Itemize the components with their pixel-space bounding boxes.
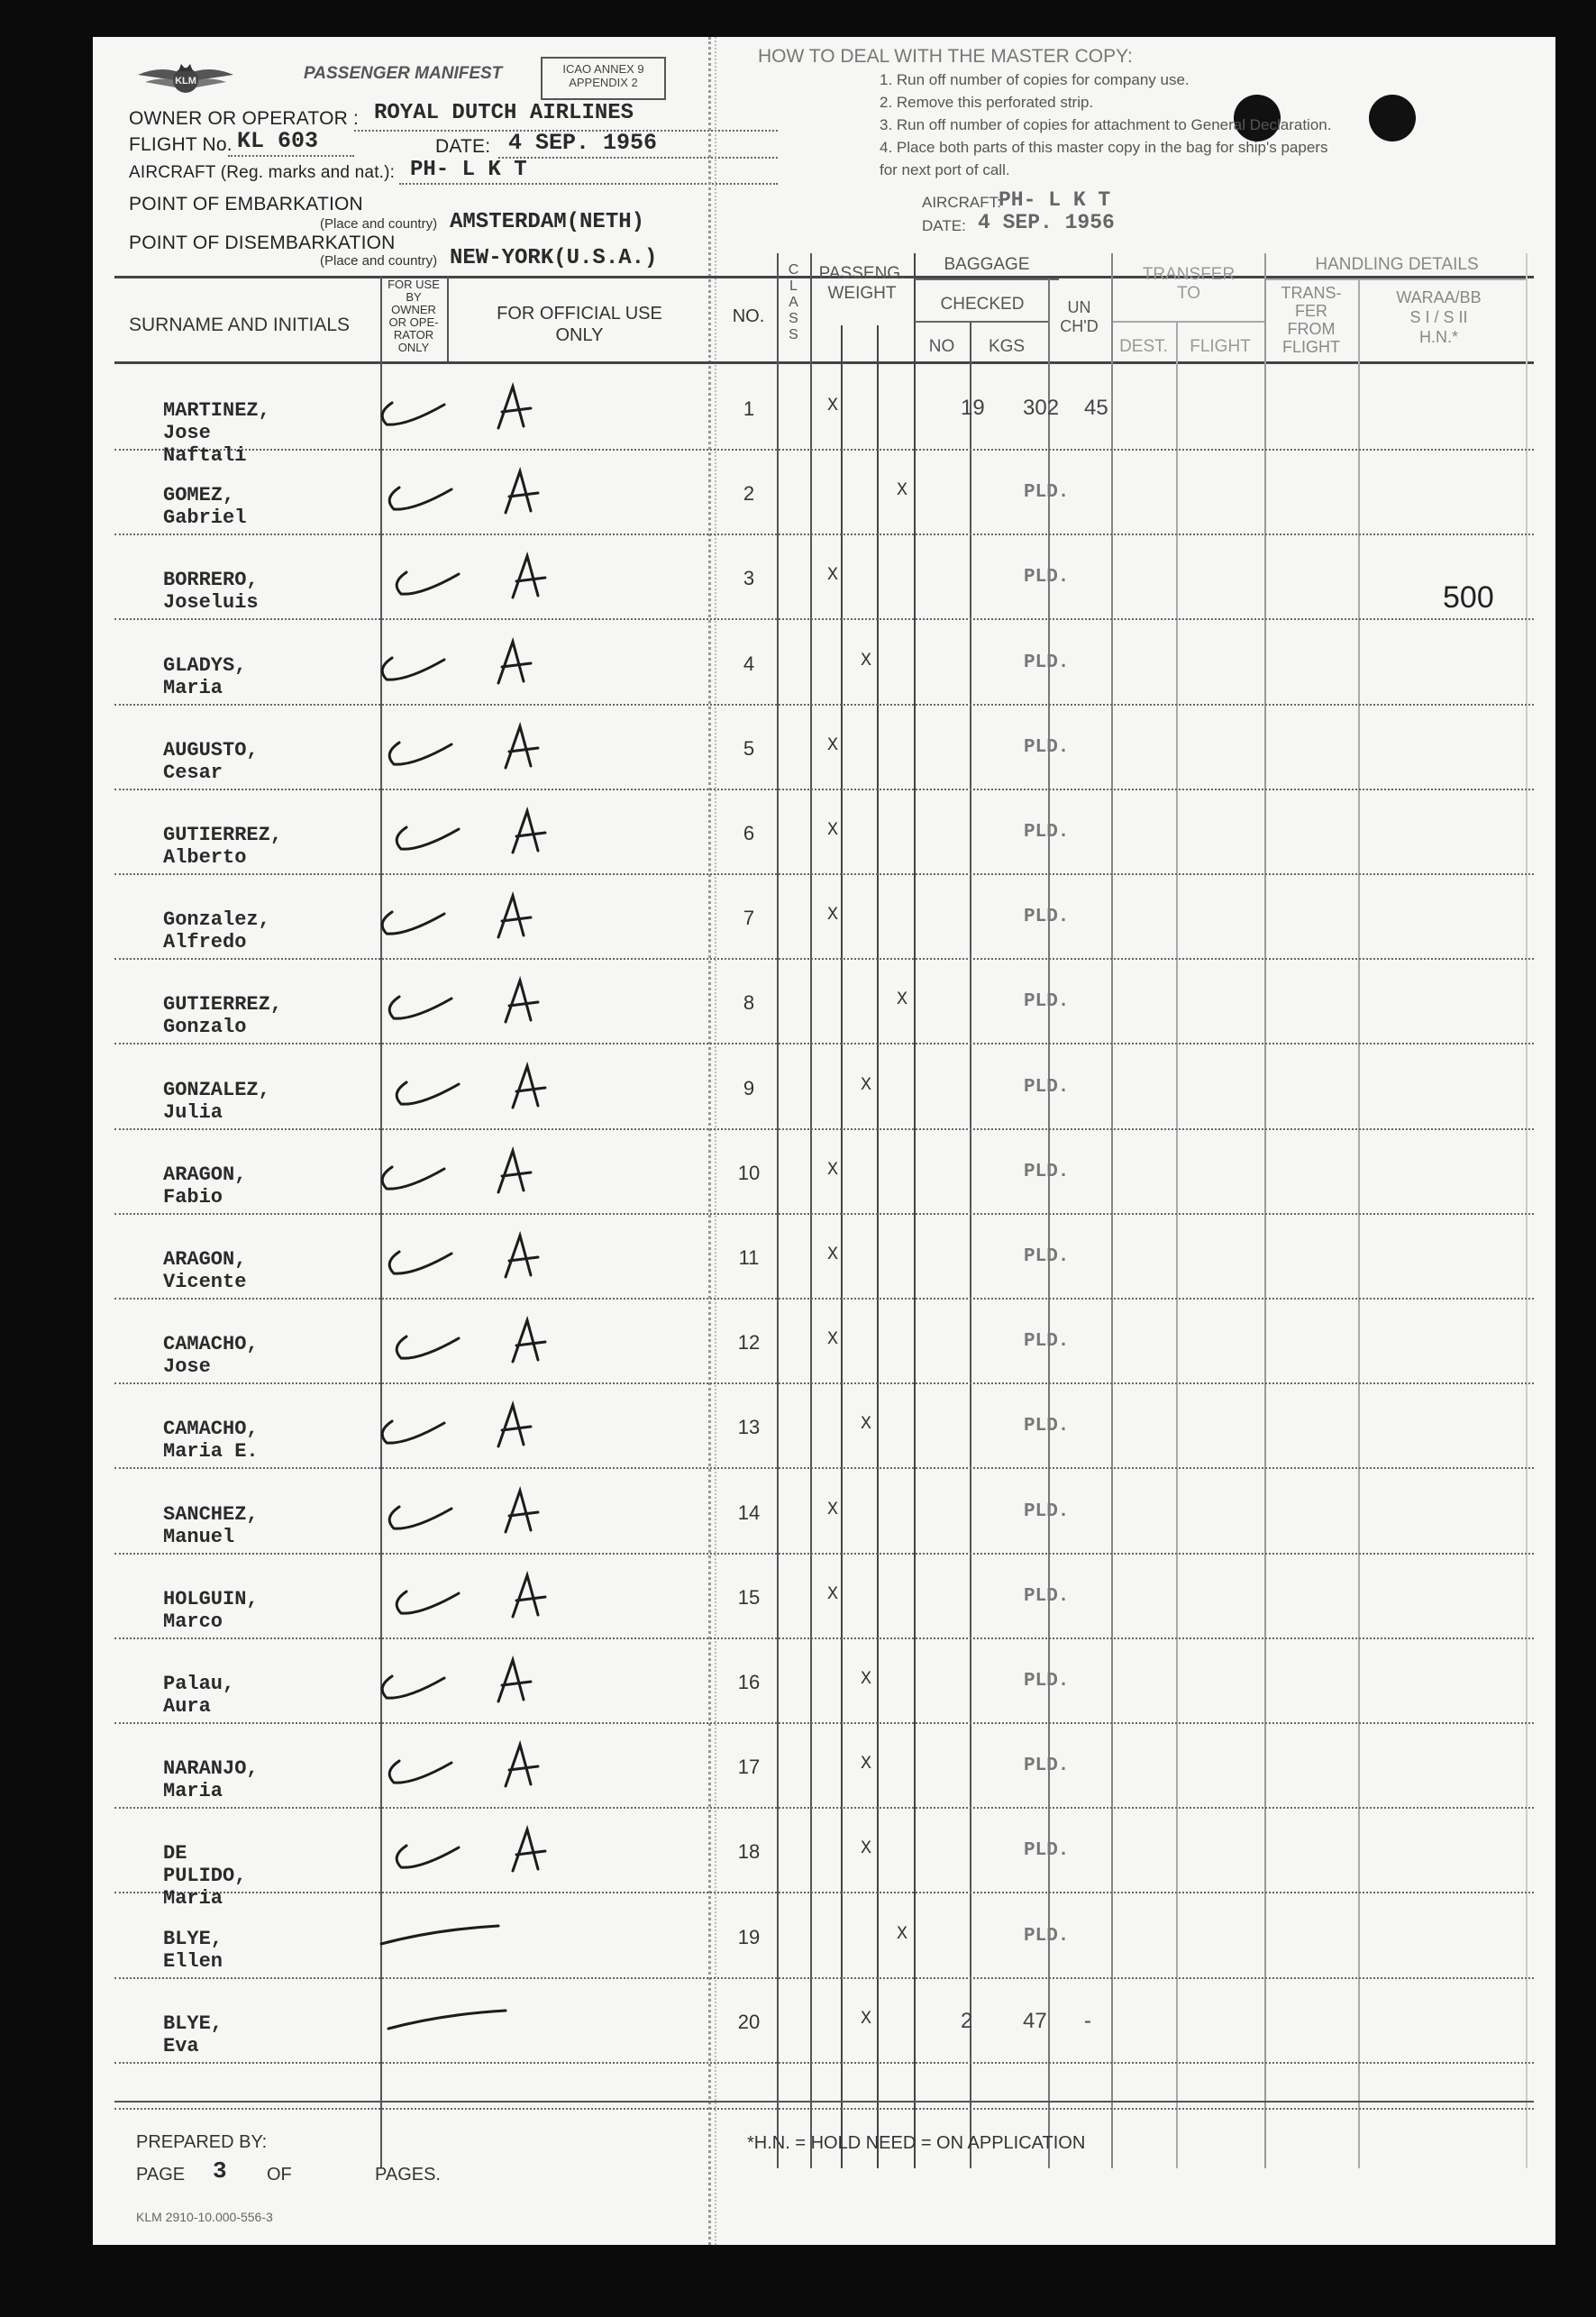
- baggage-pld: PLD.: [1024, 652, 1070, 673]
- col-flight: FLIGHT: [1190, 337, 1251, 356]
- baggage-pld: PLD.: [1024, 1926, 1070, 1947]
- instr-aircraft-label: AIRCRAFT:: [922, 194, 1001, 211]
- col-checked: CHECKED: [940, 295, 1025, 314]
- weight-mark: X: [827, 905, 839, 926]
- passenger-name: BLYE, Ellen: [163, 1928, 223, 1973]
- row-number: 10: [737, 1162, 761, 1184]
- unchecked-bag: 45: [1084, 396, 1108, 420]
- weight-mark: X: [861, 1838, 872, 1859]
- owner-label: OWNER OR OPERATOR :: [129, 108, 360, 129]
- row-number: 13: [737, 1416, 761, 1438]
- owner-value: ROYAL DUTCH AIRLINES: [374, 101, 634, 125]
- date-label: DATE:: [435, 136, 491, 157]
- passenger-name: GOMEZ, Gabriel: [163, 484, 247, 529]
- row-number: 19: [737, 1926, 761, 1948]
- check-and-a-mark: [363, 1138, 561, 1201]
- flight-value: KL 603: [237, 128, 319, 154]
- weight-mark: X: [827, 1329, 839, 1350]
- weight-mark: X: [827, 565, 839, 586]
- passenger-name: AUGUSTO, Cesar: [163, 739, 259, 784]
- baggage-pld: PLD.: [1024, 1331, 1070, 1352]
- row-number: 16: [737, 1671, 761, 1693]
- aircraft-value: PH- L K T: [410, 158, 527, 182]
- disembark-label: POINT OF DISEMBARKATION: [129, 233, 396, 253]
- col-waraa: WARAA/BB S I / S II H.N.*: [1396, 288, 1482, 346]
- check-and-a-mark: [378, 1563, 576, 1626]
- weight-mark: X: [897, 990, 908, 1010]
- form-title: PASSENGER MANIFEST: [304, 64, 503, 83]
- passenger-name: MARTINEZ, Jose Naftali: [163, 399, 270, 467]
- form-code: KLM 2910-10.000-556-3: [136, 2210, 273, 2224]
- handwritten-number: 500: [1443, 580, 1494, 615]
- check-and-a-mark: [378, 798, 576, 862]
- manifest-sheet: [93, 37, 1555, 2245]
- weight-mark: X: [827, 1245, 839, 1265]
- passenger-name: BLYE, Eva: [163, 2012, 223, 2057]
- page-value: 3: [213, 2157, 227, 2185]
- row-number: 8: [743, 991, 755, 1014]
- instruction-3: 3. Run off number of copies for attachment to General Declaration.: [880, 116, 1332, 133]
- instruction-1: 1. Run off number of copies for company use.: [880, 71, 1190, 88]
- col-dest: DEST.: [1119, 337, 1168, 356]
- passenger-name: Gonzalez, Alfredo: [163, 908, 270, 953]
- weight-mark: X: [861, 1669, 872, 1690]
- annex-line-1: ICAO ANNEX 9: [562, 62, 644, 76]
- check-and-a-mark: [378, 543, 576, 607]
- row-number: 17: [737, 1756, 761, 1778]
- passenger-name: GUTIERREZ, Alberto: [163, 824, 283, 869]
- dash-mark: [363, 1902, 561, 1966]
- klm-winged-logo: [136, 55, 235, 105]
- baggage-pld: PLD.: [1024, 1756, 1070, 1776]
- row-number: 5: [743, 737, 755, 760]
- passenger-name: ARAGON, Vicente: [163, 1248, 247, 1293]
- of-label: OF: [267, 2165, 292, 2185]
- weight-mark: X: [897, 1924, 908, 1945]
- check-and-a-mark: [370, 968, 569, 1031]
- check-and-a-mark: [363, 1647, 561, 1710]
- check-and-a-mark: [370, 714, 569, 777]
- instruction-4: 4. Place both parts of this master copy in the bag for ship's papers: [880, 139, 1328, 156]
- check-and-a-mark: [378, 1308, 576, 1371]
- weight-mark: X: [827, 735, 839, 756]
- row-number: 9: [743, 1077, 755, 1099]
- passenger-name: GLADYS, Maria: [163, 654, 247, 699]
- row-number: 7: [743, 907, 755, 929]
- passenger-name: NARANJO, Maria: [163, 1757, 259, 1802]
- row-number: 20: [737, 2011, 761, 2033]
- passenger-name: CAMACHO, Maria E.: [163, 1418, 259, 1463]
- prepared-by: PREPARED BY:: [136, 2132, 268, 2152]
- punch-hole: [1369, 95, 1416, 141]
- instr-date-value: 4 SEP. 1956: [978, 211, 1115, 234]
- dash-mark: [370, 1987, 569, 2050]
- col-handling: HANDLING DETAILS: [1315, 255, 1479, 274]
- bag-weight: 302: [1023, 396, 1060, 420]
- passenger-name: SANCHEZ, Manuel: [163, 1503, 259, 1548]
- passenger-name: HOLGUIN, Marco: [163, 1588, 259, 1633]
- weight-mark: X: [897, 480, 908, 501]
- pages-label: PAGES.: [375, 2165, 441, 2185]
- row-number: 18: [737, 1840, 761, 1863]
- col-bag-kgs: KGS: [988, 337, 1026, 356]
- col-class: C L A S S: [788, 262, 799, 342]
- instruction-2: 2. Remove this perforated strip.: [880, 94, 1094, 111]
- bag-count: 19: [961, 396, 985, 420]
- annex-box: [541, 57, 666, 100]
- col-baggage: BAGGAGE: [944, 255, 1030, 274]
- disembark-value: NEW-YORK(U.S.A.): [450, 246, 658, 270]
- instr-date-label: DATE:: [922, 217, 966, 234]
- baggage-pld: PLD.: [1024, 1162, 1070, 1182]
- col-owner-use: FOR USE BY OWNER OR OPE- RATOR ONLY: [388, 278, 440, 354]
- check-and-a-mark: [363, 629, 561, 692]
- check-and-a-mark: [378, 1054, 576, 1117]
- col-bag-no: NO: [928, 337, 955, 356]
- baggage-pld: PLD.: [1024, 1077, 1070, 1098]
- row-number: 11: [738, 1246, 760, 1269]
- baggage-pld: PLD.: [1024, 482, 1070, 503]
- baggage-pld: PLD.: [1024, 1840, 1070, 1861]
- weight-mark: X: [861, 651, 872, 671]
- baggage-pld: PLD.: [1024, 567, 1070, 588]
- baggage-pld: PLD.: [1024, 1586, 1070, 1607]
- flight-label: FLIGHT No.: [129, 134, 233, 155]
- date-value: 4 SEP. 1956: [508, 130, 658, 156]
- unchecked-bag: -: [1084, 2009, 1091, 2033]
- col-no: NO.: [732, 306, 765, 326]
- passenger-name: CAMACHO, Jose: [163, 1333, 259, 1378]
- row-number: 3: [743, 567, 755, 589]
- instruction-5: for next port of call.: [880, 161, 1010, 178]
- baggage-pld: PLD.: [1024, 737, 1070, 758]
- baggage-pld: PLD.: [1024, 822, 1070, 843]
- row-number: 2: [743, 482, 755, 505]
- col-passeng-weight: PASSENG. WEIGHT: [818, 264, 906, 303]
- weight-mark: X: [827, 820, 839, 841]
- disembark-sub: (Place and country): [320, 253, 438, 269]
- check-and-a-mark: [378, 1817, 576, 1880]
- check-and-a-mark: [370, 1223, 569, 1286]
- check-and-a-mark: [363, 883, 561, 946]
- baggage-pld: PLD.: [1024, 1671, 1070, 1692]
- baggage-pld: PLD.: [1024, 991, 1070, 1012]
- weight-mark: X: [827, 396, 839, 416]
- embark-label: POINT OF EMBARKATION: [129, 194, 363, 214]
- bag-count: 2: [961, 2009, 973, 2033]
- check-and-a-mark: [370, 1478, 569, 1541]
- passenger-name: ARAGON, Fabio: [163, 1163, 247, 1209]
- col-surname: SURNAME AND INITIALS: [129, 315, 351, 335]
- annex-line-2: APPENDIX 2: [569, 76, 638, 89]
- col-unchd: UN CH'D: [1060, 298, 1099, 335]
- col-official-use: FOR OFFICIAL USE ONLY: [497, 304, 662, 345]
- passenger-name: GUTIERREZ, Gonzalo: [163, 993, 283, 1038]
- instr-aircraft-value: PH- L K T: [999, 188, 1111, 212]
- col-trans-from: TRANS- FER FROM FLIGHT: [1281, 284, 1342, 356]
- col-transfer: TRANSFER TO: [1142, 265, 1236, 303]
- aircraft-label: AIRCRAFT (Reg. marks and nat.):: [129, 163, 396, 182]
- weight-mark: X: [861, 2009, 872, 2030]
- weight-mark: X: [861, 1754, 872, 1774]
- passenger-name: DE PULIDO, Maria: [163, 1842, 247, 1910]
- weight-mark: X: [827, 1160, 839, 1181]
- bag-weight: 47: [1023, 2009, 1047, 2033]
- weight-mark: X: [827, 1500, 839, 1520]
- row-number: 6: [743, 822, 755, 844]
- weight-mark: X: [827, 1584, 839, 1605]
- baggage-pld: PLD.: [1024, 1246, 1070, 1267]
- svg-text:KLM: KLM: [175, 76, 196, 87]
- page-label: PAGE: [136, 2165, 186, 2185]
- check-and-a-mark: [363, 374, 561, 437]
- weight-mark: X: [861, 1075, 872, 1096]
- embark-value: AMSTERDAM(NETH): [450, 210, 645, 234]
- check-and-a-mark: [363, 1392, 561, 1455]
- row-number: 15: [737, 1586, 761, 1609]
- baggage-pld: PLD.: [1024, 1501, 1070, 1522]
- check-and-a-mark: [370, 459, 569, 522]
- weight-mark: X: [861, 1414, 872, 1435]
- row-number: 14: [737, 1501, 761, 1524]
- check-and-a-mark: [370, 1732, 569, 1795]
- footnote: *H.N. = HOLD NEED = ON APPLICATION: [747, 2133, 1086, 2153]
- passenger-name: Palau, Aura: [163, 1673, 235, 1718]
- row-number: 1: [743, 397, 755, 420]
- passenger-name: GONZALEZ, Julia: [163, 1079, 270, 1124]
- instructions-heading: HOW TO DEAL WITH THE MASTER COPY:: [758, 46, 1133, 67]
- row-number: 12: [737, 1331, 761, 1354]
- row-number: 4: [743, 652, 755, 675]
- baggage-pld: PLD.: [1024, 1416, 1070, 1437]
- embark-sub: (Place and country): [320, 216, 438, 232]
- passenger-name: BORRERO, Joseluis: [163, 569, 259, 614]
- baggage-pld: PLD.: [1024, 907, 1070, 927]
